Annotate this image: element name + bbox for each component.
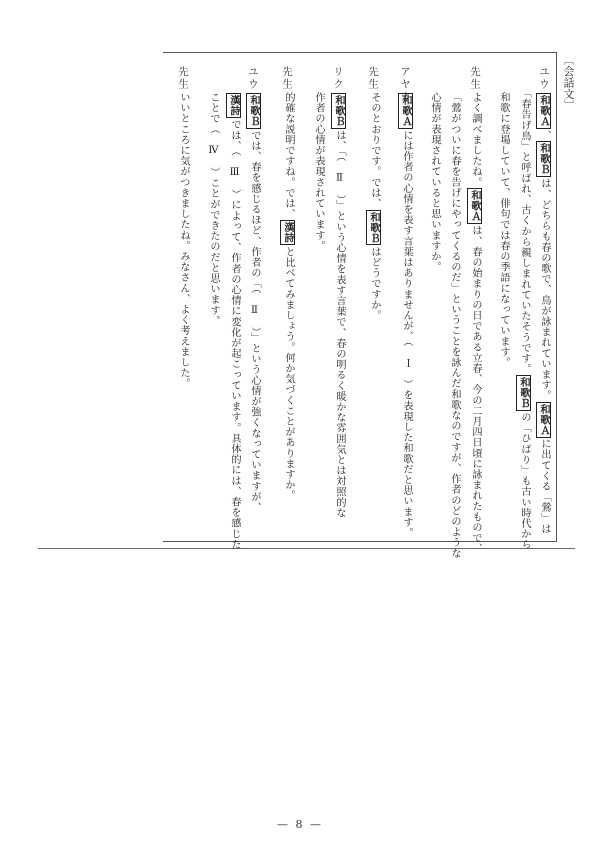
label-box: 和歌Ｂ <box>368 211 380 244</box>
speaker-yuu-2: ユウ <box>247 66 259 91</box>
label-box: 和歌Ａ <box>538 95 550 127</box>
label-box: 漢詩 <box>228 95 240 117</box>
dialogue-line: いいところに気がつきましたね。みなさん、よく考えました。 <box>178 92 189 389</box>
speaker-teacher-4: 先生 <box>177 66 189 91</box>
horizontal-rule <box>38 548 575 549</box>
dialogue-line: そのとおりです。では、和歌Ｂはどうですか。 <box>368 92 380 321</box>
dialogue-line: 的確な説明ですね。では、漢詩と比べてみましょう。何か気づくことがありますか。 <box>282 92 294 501</box>
dialogue-line: 「春告げ鳥」と呼ばれ、古くから親しまれていたそうです。和歌Ｂの「ひばり」も古い時代から <box>518 88 530 550</box>
dialogue-line: よく調べましたね。和歌Ａは、春の始まりの日である立春、今の二月四日頃に詠まれたもので、 <box>469 92 481 554</box>
dialogue-line: 和歌Ａ、和歌Ｂは、どちらも春の歌で、鳥が詠まれています。和歌Ａに出てくる「鶯」は <box>538 95 550 535</box>
speaker-yuu-1: ユウ <box>538 66 550 91</box>
label-box: 和歌Ａ <box>469 190 481 223</box>
label-box: 漢詩 <box>282 222 294 244</box>
dialogue-line: 作者の心情が表現されています。 <box>313 92 324 251</box>
dialogue-line: 和歌Ｂでは、春を感じるほど、作者の「（ Ⅱ ）」という心情が強くなっていますが、 <box>248 95 260 513</box>
speaker-ayaka: アヤカ <box>399 66 411 104</box>
speaker-teacher-2: 先生 <box>367 66 379 91</box>
speaker-riku: リク <box>332 66 344 91</box>
label-box: 和歌Ｂ <box>538 143 550 176</box>
dialogue-line: 「鶯がついに春を告げにやってくるのだ」ということを詠んだ和歌なのですが、作者のどのような <box>449 92 460 559</box>
section-title: 〔会話文〕 <box>562 54 575 112</box>
dialogue-line: 漢詩では、（ Ⅲ ）によって、作者の心情に変化が起こっています。具体的には、春を感じた <box>228 95 240 550</box>
speaker-teacher-1: 先生 <box>469 66 481 91</box>
label-box: 和歌Ｂ <box>333 95 345 127</box>
dialogue-line: 和歌に登場していて、俳句では春の季語になっています。 <box>498 92 509 368</box>
dialogue-line: ことで（ Ⅳ ）ことができたのだと思います。 <box>208 92 219 326</box>
label-box: 和歌Ｂ <box>248 95 260 127</box>
dialogue-line: 心情が表現されていると思いますか。 <box>429 92 440 273</box>
speaker-teacher-3: 先生 <box>281 66 293 91</box>
label-box: 和歌Ａ <box>400 95 412 127</box>
label-box: 和歌Ａ <box>538 403 550 436</box>
dialogue-line: 和歌Ａには作者の心情を表す言葉はありませんが、（ Ｉ ）を表現した和歌だと思います。 <box>400 95 412 539</box>
dialogue-line: 和歌Ｂは、「（ Ⅱ ）」という心情を表す言葉で、春の明るく暖かな雰囲気とは対照的な <box>333 95 345 519</box>
page-number: — 8 — <box>277 818 323 831</box>
label-box: 和歌Ｂ <box>518 377 530 410</box>
